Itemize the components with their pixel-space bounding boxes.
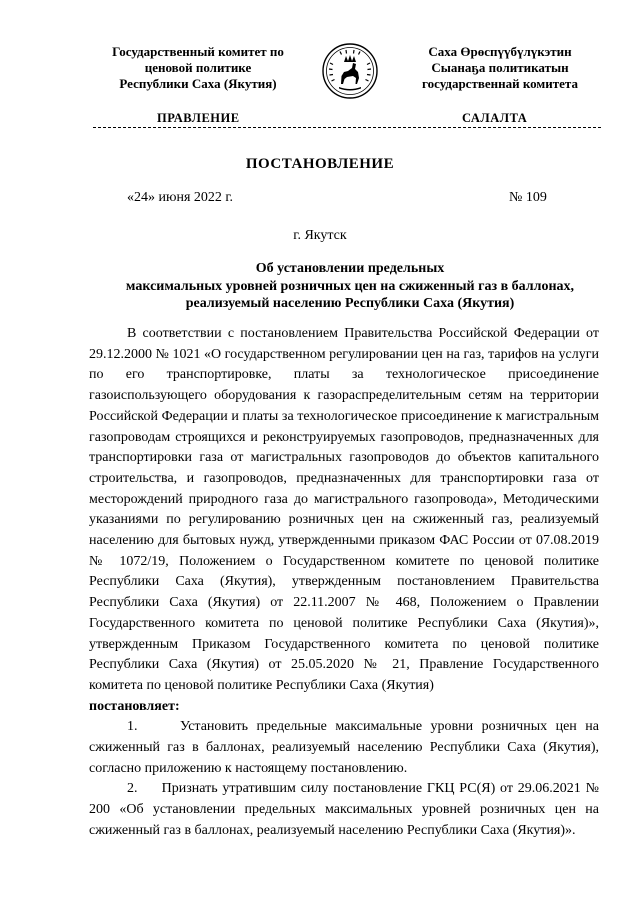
header-divider xyxy=(93,127,601,128)
committee-name-line: Саха Өрөспүүбүлүкэтин xyxy=(428,44,572,59)
document-city: г. Якутск xyxy=(293,228,347,243)
subject-line: максимальных уровней розничных цен на сжиженный газ в баллонах, xyxy=(125,278,575,294)
resolution-item-2: 2. Признать утратившим силу постановление ГКЦ РС(Я) от 29.06.2021 № 200 «Об установлении предельных максимальных уровней розничных цен на сжиженный газ в баллонах, реализуемый населению Республики Саха (Якутия)». xyxy=(89,781,599,838)
preamble-paragraph: В соответствии с постановлением Правительства Российской Федерации от 29.12.2000 № 1021 «О государственном регулировании цен на газ, тарифов на услуги по его транспортировке, платы за технологическое присоединение газоиспользующего оборудования к газораспределительным сетям на территории Российской Федерации и платы за технологическое присоединение к магистральным газопроводам строящихся и реконструируемых газопроводов, предназначенных для транспортировки газа от магистральных газопроводов до объектов капитального строительства, и газопроводов, предназначенных для транспортировки газа от месторождений природного газа до магистрального газопровода», Методическими указаниями по регулированию розничных цен на сжиженный газ, реализуемый населению для бытовых нужд, утвержденными приказом ФАС России от 07.08.2019 № 1072/19, Положением о Государственном комитете по ценовой политике Республики Саха (Якутия), утвержденным постановлением Правительства Республики Саха (Якутия) от 22.11.2007 № 468, Положением о Правлении Государственного комитета по ценовой политике Республики Саха (Якутия)», утвержденным Приказом Государственного комитета по ценовой политике Республики Саха (Якутия) от 25.05.2020 № 21, Правление Государственного комитета по ценовой политике Республики Саха (Якутия) xyxy=(89,326,599,693)
resolution-item-1: 1. Установить предельные максимальные уровни розничных цен на сжиженный газ в баллонах, реализуемый населению Республики Саха (Якутия), согласно приложению к настоящему постановлению. xyxy=(89,719,599,776)
document-title: ПОСТАНОВЛЕНИЕ xyxy=(245,156,395,172)
department-label-russian: ПРАВЛЕНИЕ xyxy=(157,111,240,125)
resolves-label: постановляет: xyxy=(89,698,180,714)
committee-name-line: Государственный комитет по xyxy=(112,44,284,59)
subject-line: Об установлении предельных xyxy=(255,261,445,276)
document-number: № 109 xyxy=(509,190,547,205)
committee-name-line: ценовой политике xyxy=(144,60,252,75)
committee-name-line: государственнай комитета xyxy=(422,76,578,91)
committee-name-russian xyxy=(93,44,303,92)
committee-name-yakut xyxy=(395,44,605,92)
document-subject xyxy=(60,260,640,313)
subject-line: реализуемый населению Республики Саха (Якутия) xyxy=(185,296,515,311)
coat-of-arms-emblem xyxy=(322,43,378,99)
committee-name-line: Республики Саха (Якутия) xyxy=(119,76,277,91)
committee-name-line: Сыанаҕа политикатын xyxy=(431,60,569,75)
department-label-yakut: САЛАЛТА xyxy=(462,111,528,125)
document-date: «24» июня 2022 г. xyxy=(127,190,234,205)
document-body xyxy=(89,324,599,842)
